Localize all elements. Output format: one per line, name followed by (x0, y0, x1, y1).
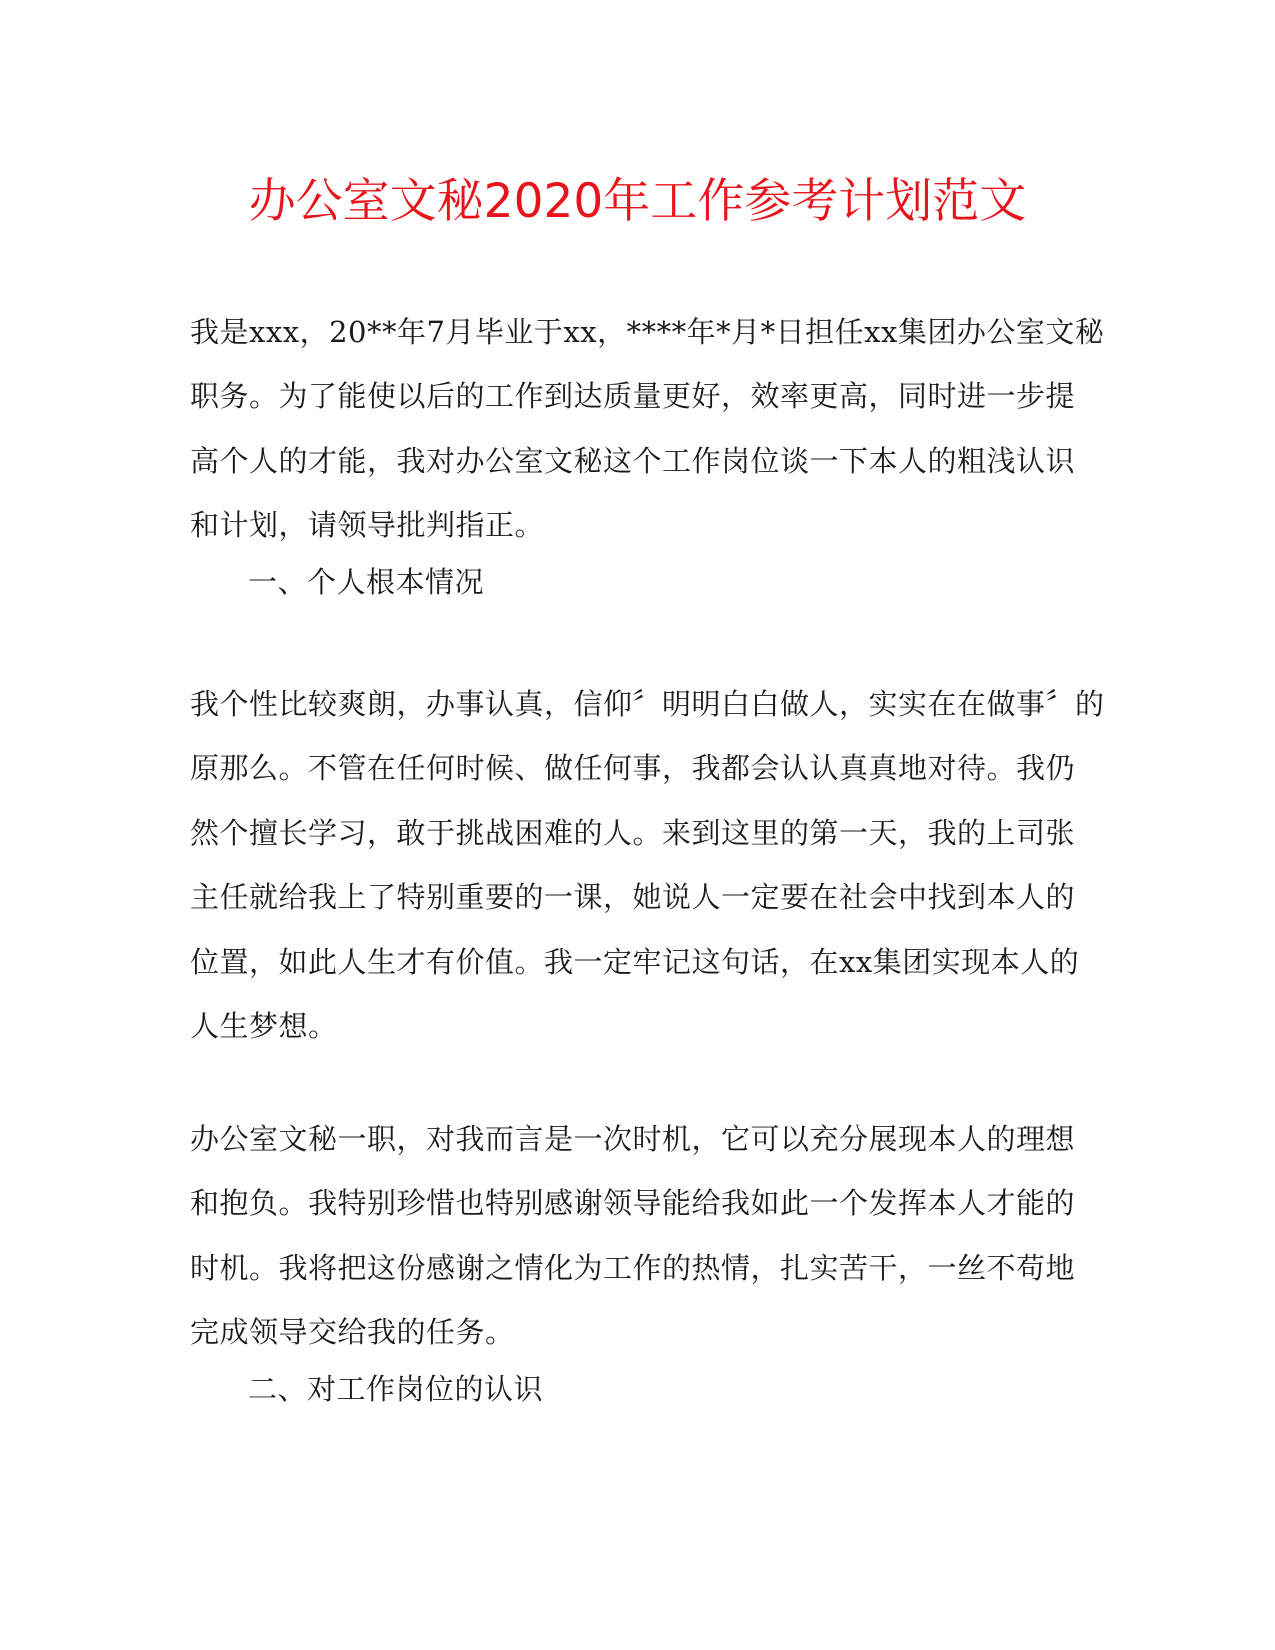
paragraph-opportunity (190, 1107, 1076, 1365)
paragraph-line: 主任就给我上了特别重要的一课，她说人一定要在社会中找到本人的 (190, 880, 1076, 915)
section-heading-2: 二、对工作岗位的认识 (248, 1372, 544, 1406)
paragraph-line: 和抱负。我特别珍惜也特别感谢领导能给我如此一个发挥本人才能的 (190, 1186, 1076, 1221)
paragraph-line: 和计划，请领导批判指正。 (190, 508, 545, 543)
paragraph-line: 高个人的才能，我对办公室文秘这个工作岗位谈一下本人的粗浅认识 (190, 443, 1076, 478)
paragraph-personal (190, 672, 1105, 1058)
section-heading-1: 一、个人根本情况 (248, 565, 485, 599)
paragraph-line: 时机。我将把这份感谢之情化为工作的热情，扎实苦干，一丝不苟地 (190, 1250, 1076, 1285)
paragraph-line: 位置，如此人生才有价值。我一定牢记这句话，在xx集团实现本人的 (190, 944, 1080, 979)
paragraph-line: 人生梦想。 (190, 1009, 338, 1044)
paragraph-line: 职务。为了能使以后的工作到达质量更好，效率更高，同时进一步提 (190, 379, 1076, 414)
paragraph-intro (190, 300, 1105, 558)
paragraph-line: 然个擅长学习，敢于挑战困难的人。来到这里的第一天，我的上司张 (190, 815, 1076, 850)
document-title: 办公室文秘2020年工作参考计划范文 (248, 174, 1027, 229)
paragraph-line: 完成领导交给我的任务。 (190, 1315, 515, 1350)
paragraph-line: 办公室文秘一职，对我而言是一次时机，它可以充分展现本人的理想 (190, 1122, 1076, 1156)
paragraph-line: 我个性比较爽朗，办事认真，信仰〞明明白白做人，实实在在做事〞的 (190, 687, 1105, 721)
paragraph-line: 我是xxx，20**年7月毕业于xx，****年*月*日担任xx集团办公室文秘 (190, 315, 1105, 349)
paragraph-line: 原那么。不管在任何时候、做任何事，我都会认认真真地对待。我仍 (190, 751, 1076, 786)
